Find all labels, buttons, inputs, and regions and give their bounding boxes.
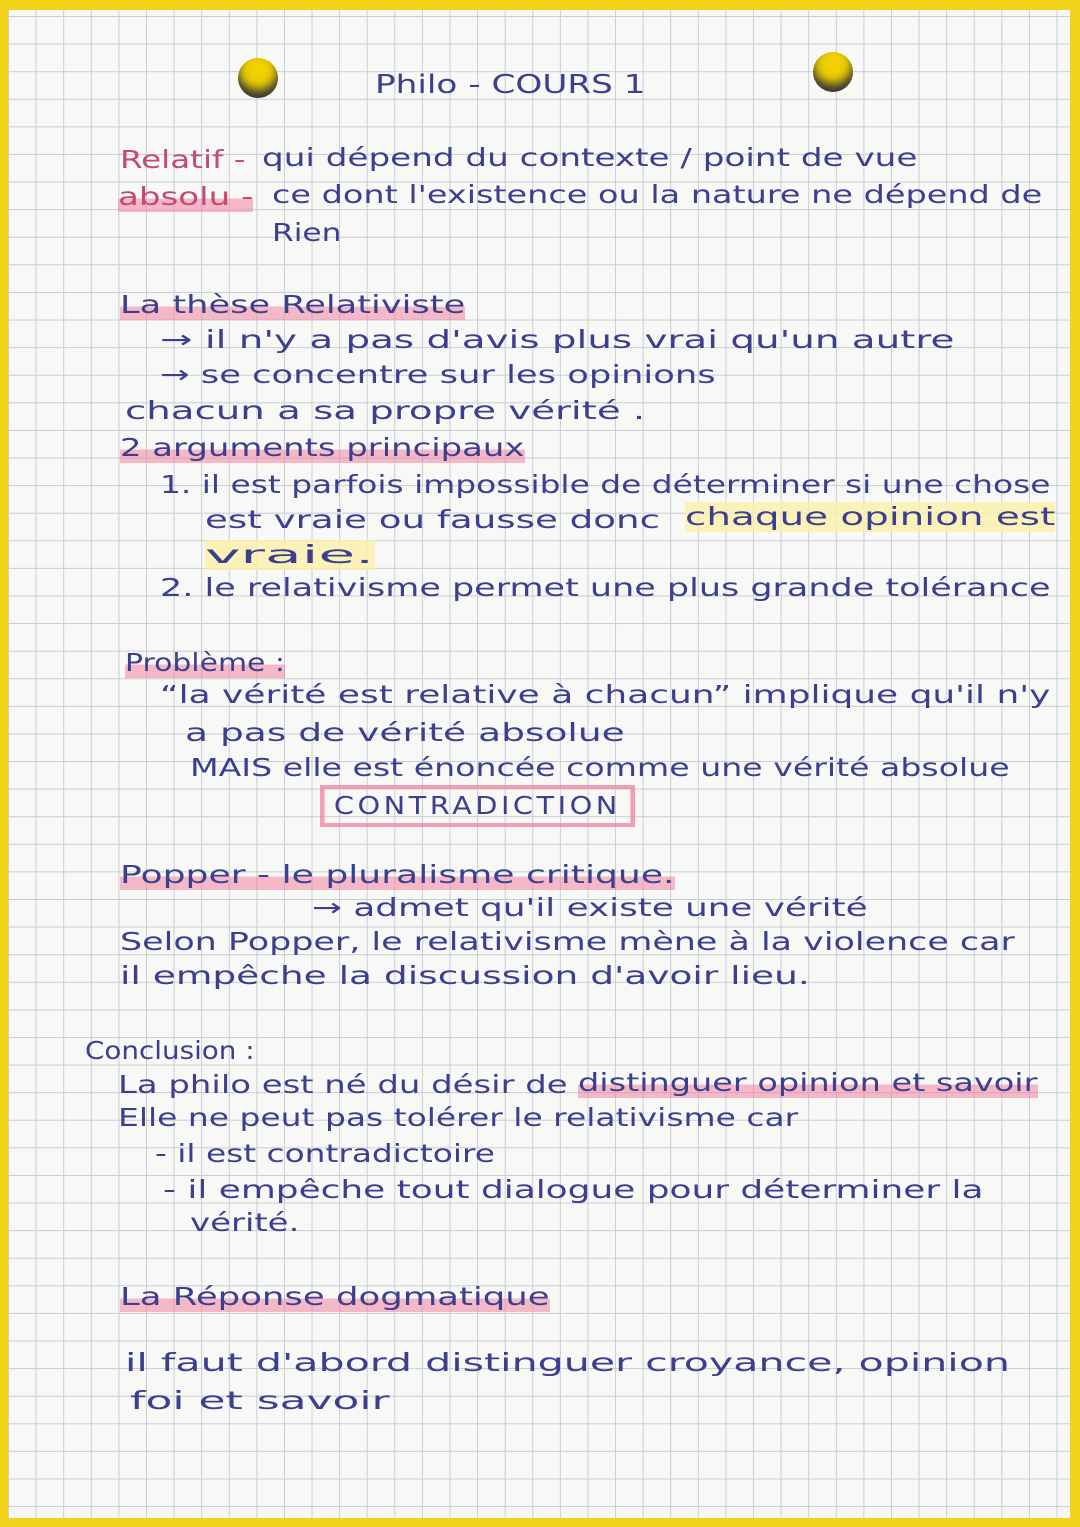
binder-hole-right bbox=[813, 52, 853, 92]
argument-1-end: vraie. bbox=[205, 540, 375, 569]
binder-hole-left bbox=[238, 58, 278, 98]
term-absolu: absolu - bbox=[118, 182, 254, 211]
heading-conclusion: Conclusion : bbox=[85, 1036, 255, 1065]
contradiction-box: CONTRADICTION bbox=[320, 785, 635, 827]
heading-reponse-dogmatique: La Réponse dogmatique bbox=[120, 1282, 550, 1311]
heading-probleme: Problème : bbox=[125, 648, 285, 677]
conclusion-highlight: distinguer opinion et savoir bbox=[578, 1068, 1038, 1097]
these-point: → il n'y a pas d'avis plus vrai qu'un autre bbox=[160, 325, 955, 354]
argument-2: 2. le relativisme permet une plus grande tolérance bbox=[160, 573, 1051, 602]
definition-absolu: ce dont l'existence ou la nature ne dépend de bbox=[272, 180, 1043, 209]
probleme-line: a pas de vérité absolue bbox=[185, 718, 625, 747]
dogmatique-line: foi et savoir bbox=[130, 1386, 390, 1415]
definition-relatif: qui dépend du contexte / point de vue bbox=[262, 143, 918, 172]
popper-line: → admet qu'il existe une vérité bbox=[312, 893, 868, 922]
argument-1: 1. il est parfois impossible de déterminer si une chose bbox=[160, 470, 1051, 499]
heading-arguments: 2 arguments principaux bbox=[120, 433, 525, 462]
page-title: Philo - COURS 1 bbox=[375, 70, 646, 100]
argument-1-highlight: chaque opinion est bbox=[685, 502, 1056, 531]
these-summary: chacun a sa propre vérité . bbox=[125, 396, 646, 425]
argument-1-cont: est vraie ou fausse donc bbox=[205, 505, 661, 534]
these-point: → se concentre sur les opinions bbox=[160, 360, 716, 389]
definition-absolu-cont: Rien bbox=[272, 218, 342, 247]
heading-these-relativiste: La thèse Relativiste bbox=[120, 290, 466, 319]
popper-line: il empêche la discussion d'avoir lieu. bbox=[120, 961, 810, 990]
conclusion-line: - il empêche tout dialogue pour déterminer la bbox=[163, 1175, 984, 1204]
dogmatique-line: il faut d'abord distinguer croyance, opinion bbox=[125, 1348, 1010, 1377]
probleme-line: “la vérité est relative à chacun” implique qu'il n'y bbox=[160, 680, 1051, 709]
conclusion-line: vérité. bbox=[190, 1208, 300, 1237]
conclusion-line: La philo est né du désir de bbox=[118, 1070, 568, 1099]
probleme-line: MAIS elle est énoncée comme une vérité absolue bbox=[190, 753, 1010, 782]
heading-popper: Popper - le pluralisme critique. bbox=[120, 860, 675, 889]
term-relatif: Relatif - bbox=[120, 145, 246, 174]
conclusion-line: - il est contradictoire bbox=[155, 1139, 495, 1168]
conclusion-line: Elle ne peut pas tolérer le relativisme car bbox=[118, 1103, 799, 1132]
popper-line: Selon Popper, le relativisme mène à la violence car bbox=[120, 927, 1015, 956]
